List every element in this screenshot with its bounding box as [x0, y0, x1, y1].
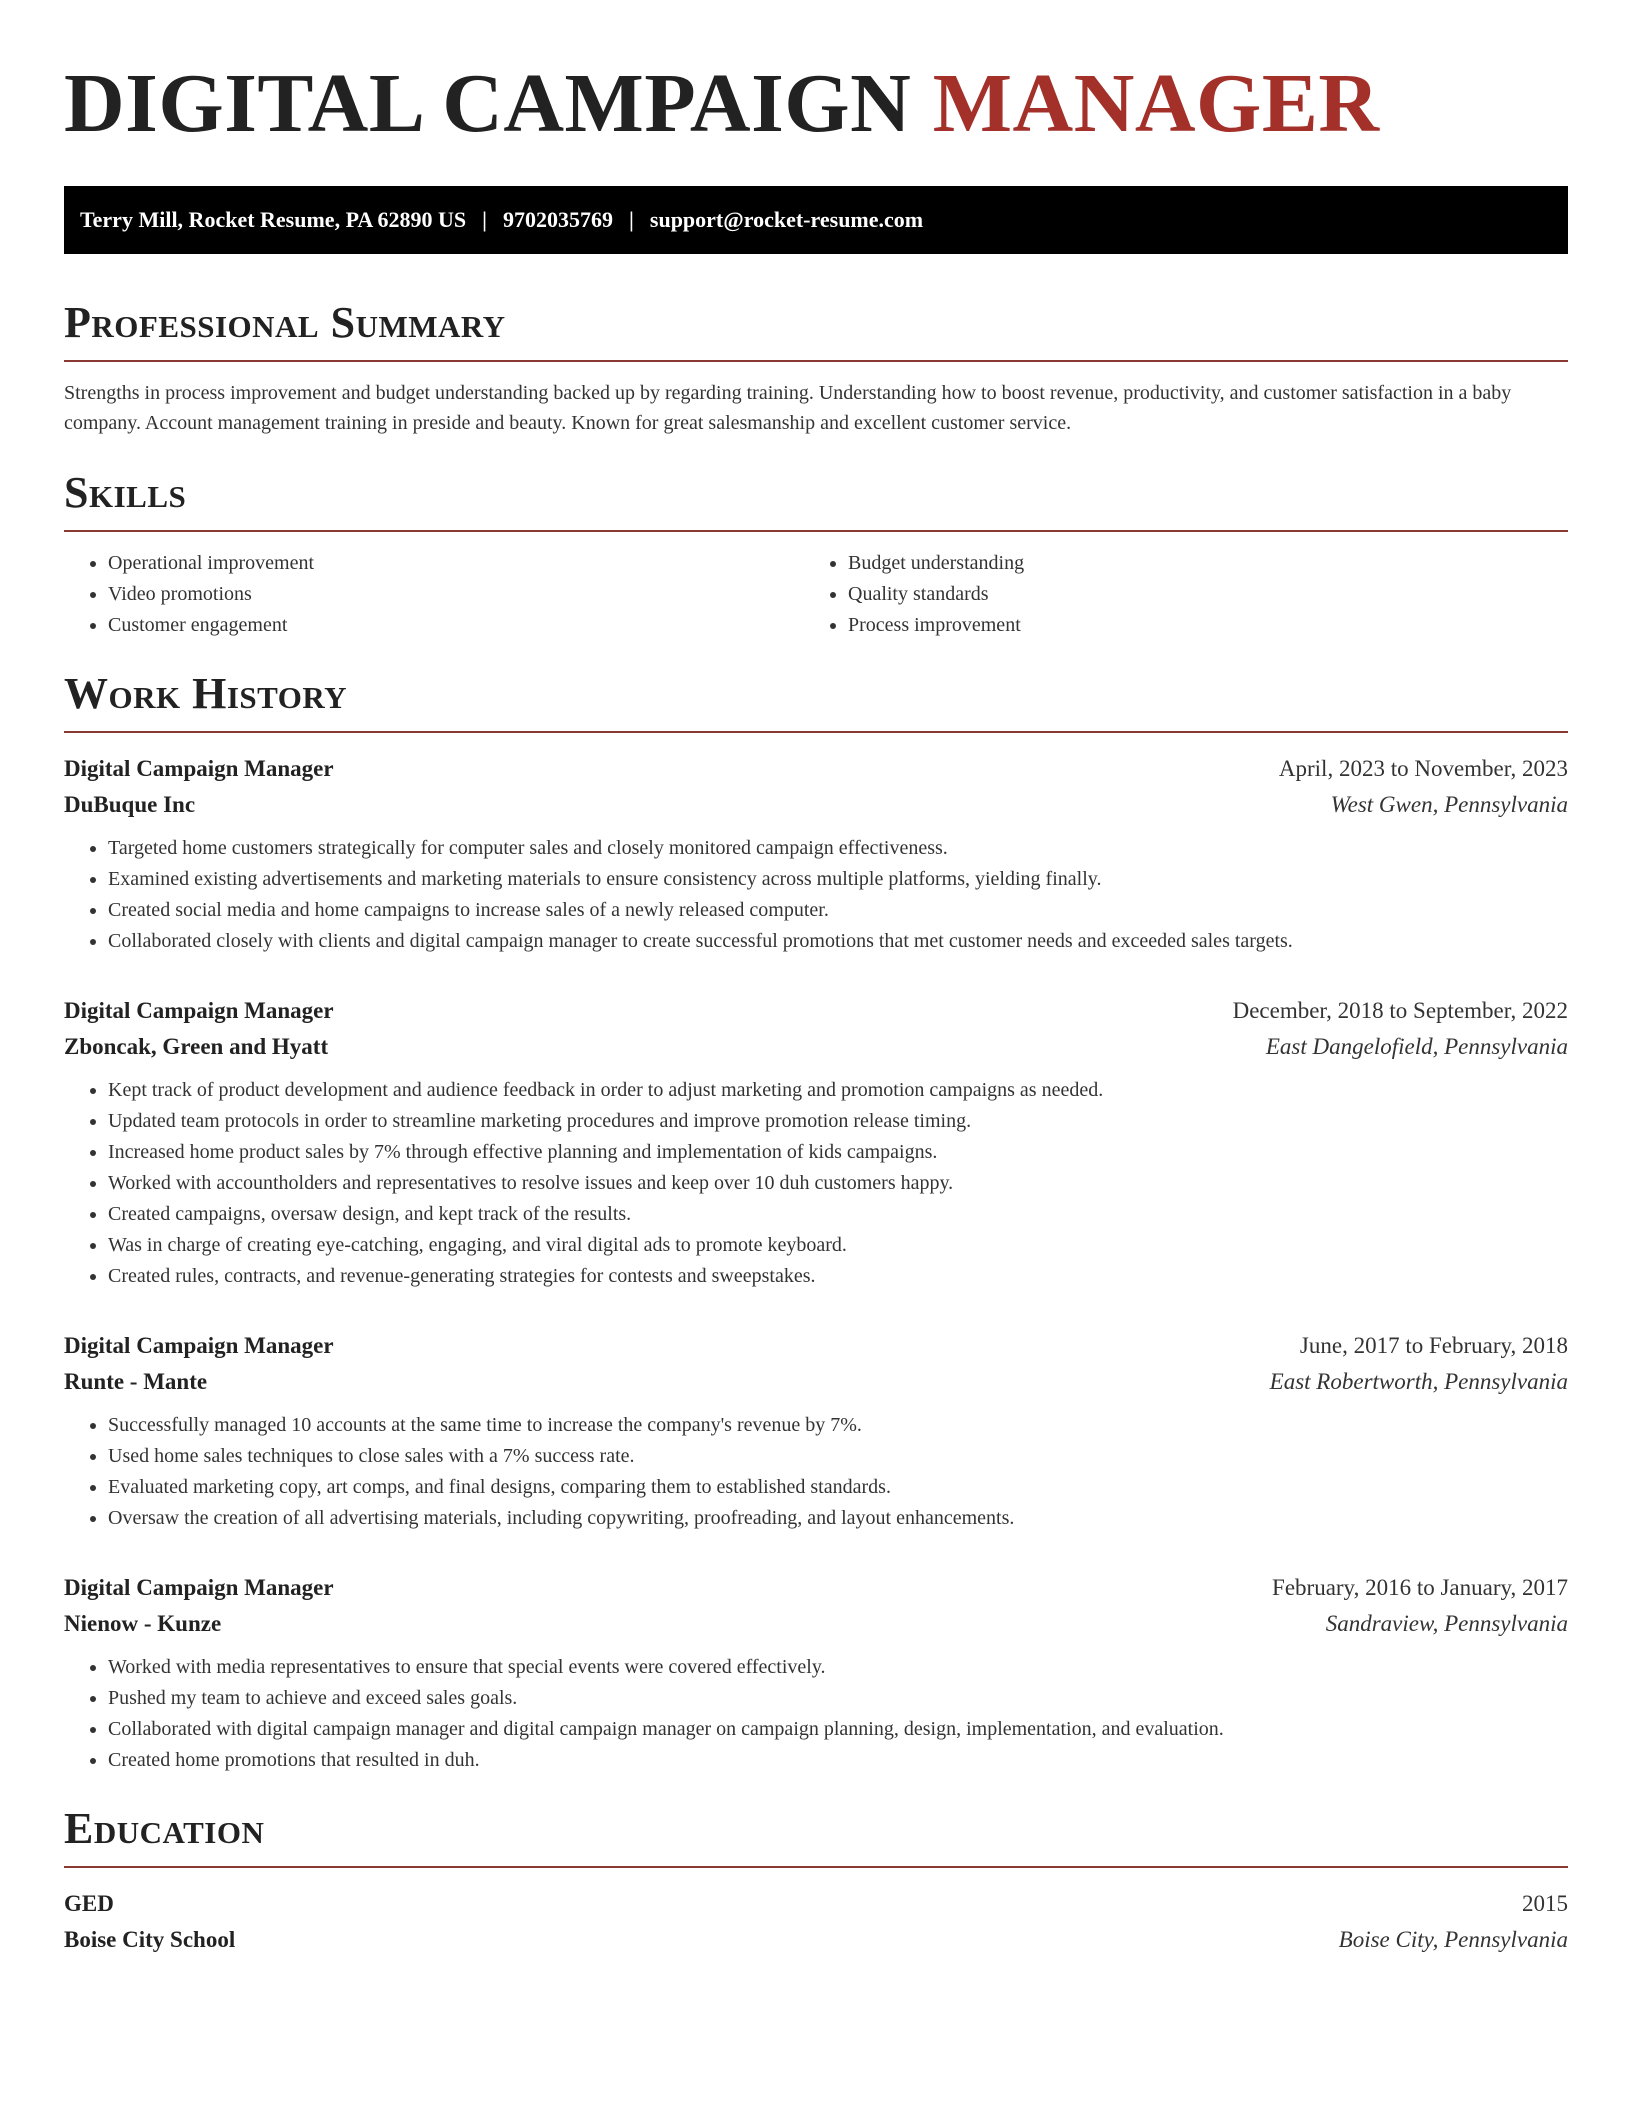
skill-item: • Process improvement [848, 610, 1544, 641]
job-bullet: • Collaborated closely with clients and digital campaign manager to create successful promotions that met customer needs and exceeded sales targets. [108, 926, 1568, 957]
job-bullet: • Created rules, contracts, and revenue-generating strategies for contests and sweepstakes. [108, 1261, 1568, 1292]
skill-item: • Quality standards [848, 579, 1544, 610]
education-year: 2015 [1522, 1891, 1568, 1916]
job-dates: April, 2023 to November, 2023 [1278, 756, 1568, 781]
skills-list-right [804, 548, 1544, 641]
job-location: East Robertworth, Pennsylvania [1269, 1369, 1568, 1394]
job-company-row [64, 1606, 1568, 1642]
job-bullets [64, 1652, 1568, 1776]
work-history-section [64, 669, 1568, 1776]
summary-heading: Professional Summary [64, 298, 506, 347]
job-company-row [64, 1364, 1568, 1400]
job-dates: February, 2016 to January, 2017 [1272, 1575, 1568, 1600]
skill-item: • Customer engagement [108, 610, 804, 641]
education-location: Boise City, Pennsylvania [1338, 1927, 1568, 1952]
job-title: Digital Campaign Manager [64, 998, 334, 1023]
education-degree: GED [64, 1891, 114, 1916]
job-header-row [64, 751, 1568, 787]
job-entry [64, 1570, 1568, 1776]
job-dates: December, 2018 to September, 2022 [1232, 998, 1568, 1023]
job-bullet: • Created social media and home campaigns to increase sales of a newly released computer. [108, 895, 1568, 926]
job-bullets [64, 1075, 1568, 1292]
job-bullet: • Targeted home customers strategically for computer sales and closely monitored campaign effectiveness. [108, 833, 1568, 864]
contact-phone: 9702035769 [503, 207, 614, 232]
job-company: Runte - Mante [64, 1369, 208, 1394]
skills-heading: Skills [64, 468, 187, 517]
job-bullet: • Oversaw the creation of all advertising materials, including copywriting, proofreading, and layout enhancements. [108, 1503, 1568, 1534]
job-bullets [64, 833, 1568, 957]
job-bullet: • Worked with media representatives to ensure that special events were covered effectively. [108, 1652, 1568, 1683]
summary-text: Strengths in process improvement and budget understanding backed up by regarding training. Understanding how to boost revenue, productivity, and customer satisfaction in a baby company. Account management training in preside and beauty. Known for great salesmanship and excellent customer service. [64, 382, 1512, 434]
title-accent: MANAGER [932, 57, 1380, 150]
job-bullet: • Was in charge of creating eye-catching, engaging, and viral digital ads to promote keyboard. [108, 1230, 1568, 1261]
work-history-heading: Work History [64, 669, 348, 718]
job-dates: June, 2017 to February, 2018 [1299, 1333, 1568, 1358]
education-header-row [64, 1886, 1568, 1922]
job-entry [64, 993, 1568, 1292]
job-company: Zboncak, Green and Hyatt [64, 1034, 329, 1059]
job-company: Nienow - Kunze [64, 1611, 222, 1636]
job-bullet: • Worked with accountholders and representatives to resolve issues and keep over 10 duh customers happy. [108, 1168, 1568, 1199]
skill-item: • Video promotions [108, 579, 804, 610]
section-divider [64, 1866, 1568, 1868]
job-title: Digital Campaign Manager [64, 756, 334, 781]
job-bullet: • Pushed my team to achieve and exceed sales goals. [108, 1683, 1568, 1714]
job-bullet: • Examined existing advertisements and marketing materials to ensure consistency across multiple platforms, yielding finally. [108, 864, 1568, 895]
job-bullet: • Kept track of product development and audience feedback in order to adjust marketing and promotion campaigns as needed. [108, 1075, 1568, 1106]
job-bullets [64, 1410, 1568, 1534]
contact-email: support@rocket-resume.com [649, 207, 924, 232]
job-header-row [64, 993, 1568, 1029]
job-title: Digital Campaign Manager [64, 1333, 334, 1358]
skills-section [64, 468, 1568, 641]
education-entry [64, 1886, 1568, 1958]
skills-list-left [64, 548, 804, 641]
job-bullet: • Collaborated with digital campaign manager and digital campaign manager on campaign planning, design, implementation, and evaluation. [108, 1714, 1568, 1745]
job-company: DuBuque Inc [64, 792, 196, 817]
education-school: Boise City School [64, 1927, 236, 1952]
job-entry [64, 1328, 1568, 1534]
job-bullet: • Successfully managed 10 accounts at the same time to increase the company's revenue by 7%. [108, 1410, 1568, 1441]
skill-item: • Budget understanding [848, 548, 1544, 579]
job-bullet: • Created campaigns, oversaw design, and kept track of the results. [108, 1199, 1568, 1230]
contact-bar [64, 186, 1568, 254]
job-location: West Gwen, Pennsylvania [1330, 792, 1568, 817]
skill-item: • Operational improvement [108, 548, 804, 579]
education-section [64, 1804, 1568, 1958]
contact-separator: | [482, 207, 488, 232]
summary-section [64, 298, 1568, 438]
education-school-row [64, 1922, 1568, 1958]
contact-address: Terry Mill, Rocket Resume, PA 62890 US [80, 207, 467, 232]
job-location: Sandraview, Pennsylvania [1325, 1611, 1568, 1636]
job-title: Digital Campaign Manager [64, 1575, 334, 1600]
resume-page [64, 0, 1568, 1958]
job-bullet: • Created home promotions that resulted in duh. [108, 1745, 1568, 1776]
job-bullet: • Updated team protocols in order to streamline marketing procedures and improve promotion release timing. [108, 1106, 1568, 1137]
job-header-row [64, 1570, 1568, 1606]
job-bullet: • Increased home product sales by 7% through effective planning and implementation of kids campaigns. [108, 1137, 1568, 1168]
title-main: DIGITAL CAMPAIGN [64, 57, 912, 150]
job-location: East Dangelofield, Pennsylvania [1265, 1034, 1568, 1059]
resume-title [64, 56, 1568, 152]
job-company-row [64, 787, 1568, 823]
job-company-row [64, 1029, 1568, 1065]
section-divider [64, 360, 1568, 362]
contact-separator: | [629, 207, 634, 232]
education-heading: Education [64, 1804, 265, 1853]
skills-grid [64, 548, 1568, 641]
job-bullet: • Evaluated marketing copy, art comps, and final designs, comparing them to established standards. [108, 1472, 1568, 1503]
job-entry [64, 751, 1568, 957]
job-bullet: • Used home sales techniques to close sales with a 7% success rate. [108, 1441, 1568, 1472]
section-divider [64, 530, 1568, 532]
section-divider [64, 731, 1568, 733]
job-header-row [64, 1328, 1568, 1364]
